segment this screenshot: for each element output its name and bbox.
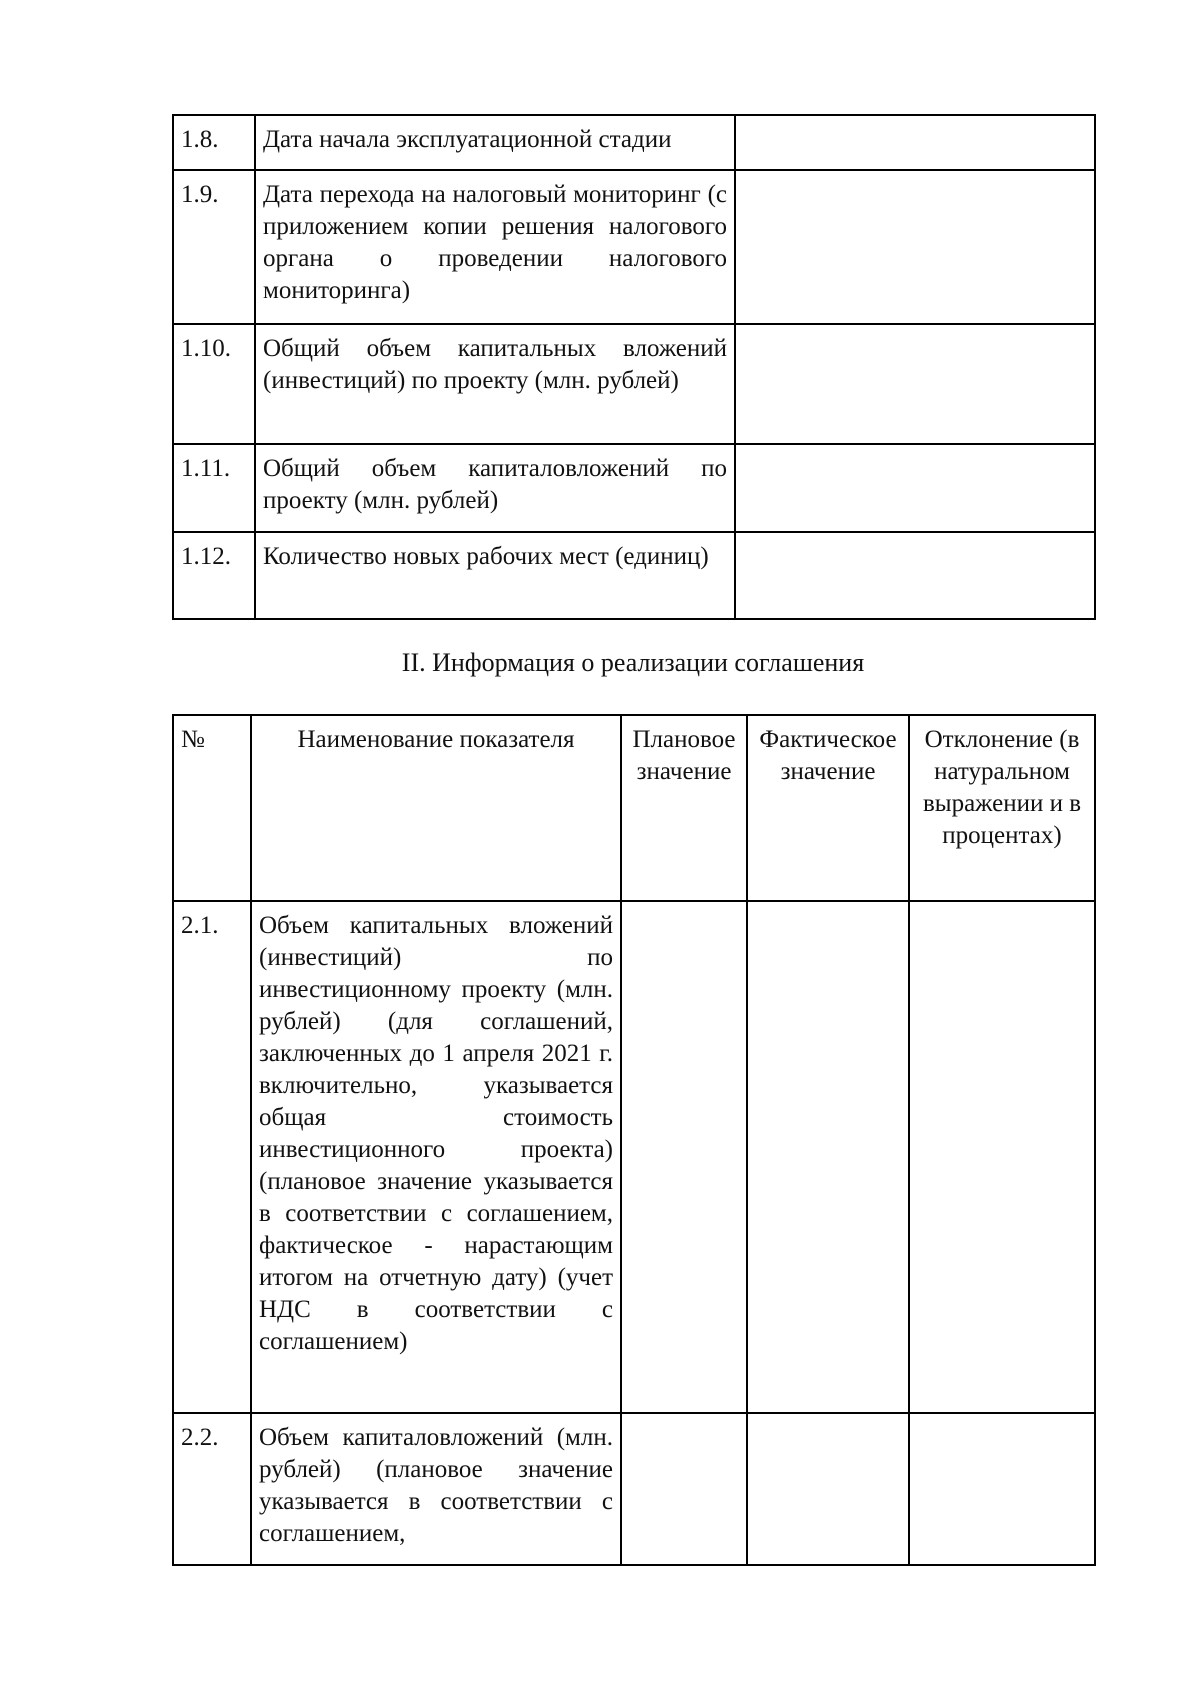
row-label: Дата начала эксплуатационной стадии	[255, 115, 735, 170]
row-number: 1.9.	[173, 170, 255, 324]
table-row	[173, 532, 1095, 619]
row-value	[735, 532, 1095, 619]
row-number: 2.1.	[173, 901, 251, 1413]
row-deviation	[909, 1413, 1095, 1565]
row-label: Общий объем капиталовложений по проекту (млн. рублей)	[255, 444, 735, 532]
row-value	[735, 170, 1095, 324]
row-value	[735, 324, 1095, 444]
row-number: 1.8.	[173, 115, 255, 170]
header-name: Наименование показателя	[251, 715, 621, 901]
row-deviation	[909, 901, 1095, 1413]
row-plan	[621, 1413, 747, 1565]
row-number: 1.10.	[173, 324, 255, 444]
row-label: Объем капиталовложений (млн. рублей) (плановое значение указывается в соответствии с соглашением,	[251, 1413, 621, 1565]
row-number: 1.12.	[173, 532, 255, 619]
row-value	[735, 444, 1095, 532]
row-number: 2.2.	[173, 1413, 251, 1565]
table-row	[173, 444, 1095, 532]
row-plan	[621, 901, 747, 1413]
table-row	[173, 170, 1095, 324]
row-label: Общий объем капитальных вложений (инвестиций) по проекту (млн. рублей)	[255, 324, 735, 444]
table-row	[173, 324, 1095, 444]
table-row	[173, 901, 1095, 1413]
table-header-row	[173, 715, 1095, 901]
table-row	[173, 115, 1095, 170]
row-number: 1.11.	[173, 444, 255, 532]
row-label: Количество новых рабочих мест (единиц)	[255, 532, 735, 619]
project-info-table	[172, 114, 1096, 620]
table-row	[173, 1413, 1095, 1565]
row-label: Дата перехода на налоговый мониторинг (с приложением копии решения налогового органа о проведении налогового мониторинга)	[255, 170, 735, 324]
header-fact: Фактическое значение	[747, 715, 909, 901]
row-label: Объем капитальных вложений (инвестиций) по инвестиционному проекту (млн. рублей) (для соглашений, заключенных до 1 апреля 2021 г. включительно, указывается общая стоимость инвестиционного проекта) (плановое значение указывается в соответствии с соглашением, фактическое - нарастающим итогом на отчетную дату) (учет НДС в соответствии с соглашением)	[251, 901, 621, 1413]
row-fact	[747, 1413, 909, 1565]
header-deviation: Отклонение (в натуральном выражении и в процентах)	[909, 715, 1095, 901]
header-plan: Плановое значение	[621, 715, 747, 901]
section-title: II. Информация о реализации соглашения	[401, 648, 865, 677]
row-fact	[747, 901, 909, 1413]
row-value	[735, 115, 1095, 170]
agreement-implementation-table	[172, 714, 1096, 1566]
header-num: №	[173, 715, 251, 901]
